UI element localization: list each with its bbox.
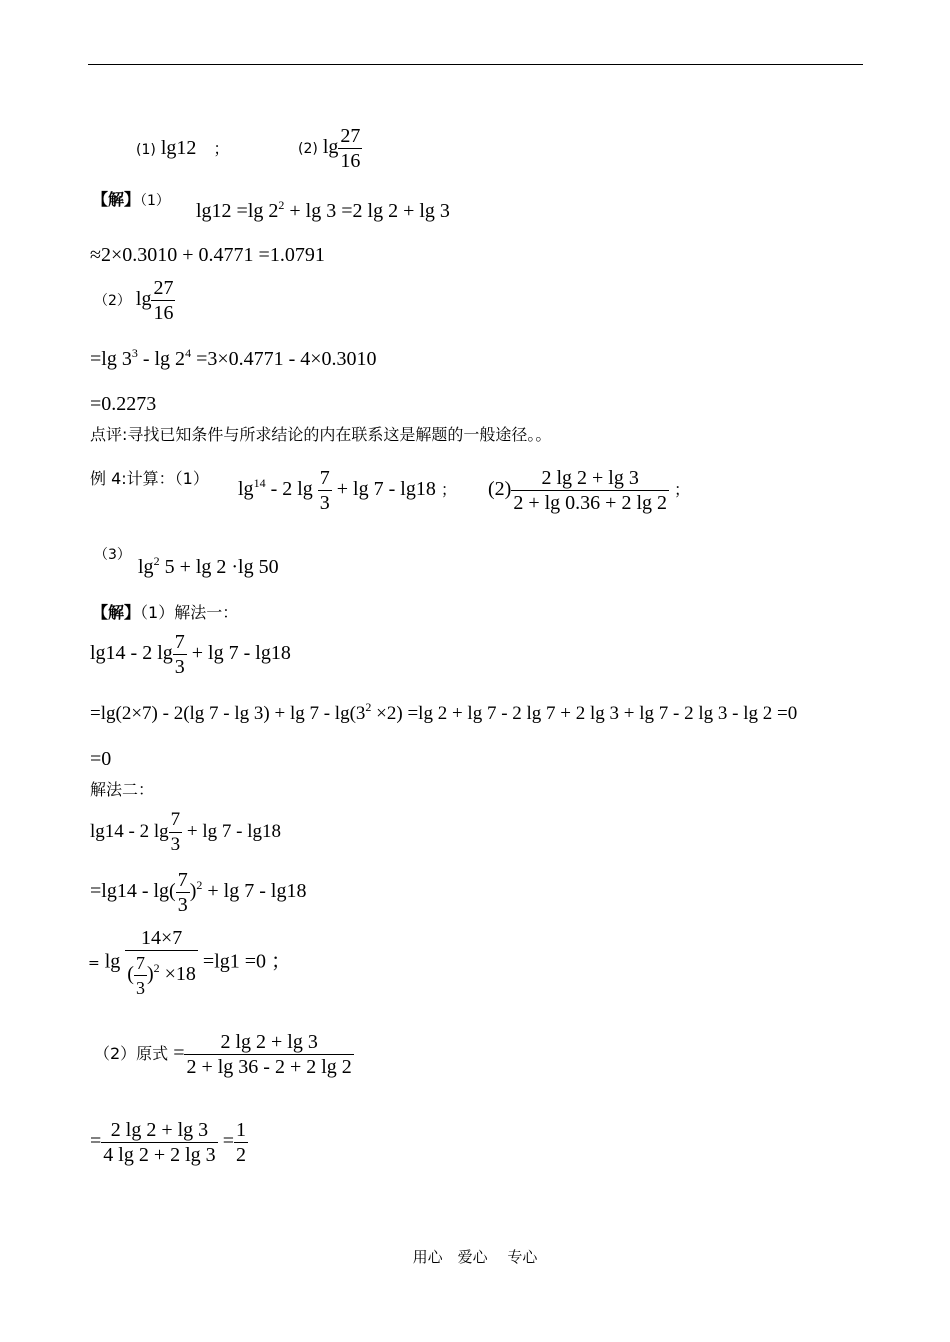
fraction: $\frac{7}{3}$ [177,869,188,916]
fraction: $\frac{7}{3}$ [319,467,330,514]
p1-expr: lg12 [160,137,197,159]
example-4-p3-label: （3） [94,547,131,563]
example-4-expr2: (2) $\frac{2 \lg 2 + \lg 3}{2 + \lg 0.36 + 2 \lg 2}$ ； [488,467,691,514]
solution-tag: 【解】（1） [92,190,170,209]
fraction: $\frac{27}{16}$ [153,277,174,324]
example-4-label: 例 4:计算：（1） [90,469,209,488]
fraction: $\frac{7}{3}$ [174,631,185,678]
sol4-line3: =0 [90,748,112,770]
fraction: $\frac{2 \lg 2 + \lg 3}{4 \lg 2 + 2 \lg 3}$ [103,1119,216,1166]
sol1-part2: （2） lg $\frac{27}{16}$ [94,277,174,324]
method-2-label: 解法二： [90,780,155,799]
sol1-line4: =0.2273 [90,393,157,415]
sol1-line3: =lg $3^3 - \lg 2^4 =3\times 0.4771 - 4\times 0.3010$ [90,346,377,370]
fraction: $\frac{2 \lg 2 + \lg 3}{2 + \lg 0.36 + 2 \lg 2}$ [513,467,667,514]
fraction: $\frac{1}{2}$ [235,1119,246,1166]
comment: 点评:寻找已知条件与所求结论的内在联系这是解题的一般途径。。 [90,425,552,444]
sol4-line1: lg14 - 2 lg $\frac{7}{3}$ + lg 7 - lg18 [90,631,291,678]
fraction: $\frac{2 \lg 2 + \lg 3}{2 + \lg 36 - 2 + 2 \lg 2}$ [186,1031,352,1078]
sol4-line4: lg14 - 2 lg $\frac{7}{3}$ + lg 7 - lg18 [90,809,281,855]
page-footer: 用心 爱心 专心 [412,1248,538,1266]
fraction: 14×7 ( $\frac{7}{3}$ )$^2$ ×18 [127,927,196,998]
sol4-line6: = lg 14×7 ( $\frac{7}{3}$ )$^2$ ×18 =lg1 =0 ； [88,927,292,998]
problem-parts: (1) lg12 ； [136,137,230,159]
example-4-expr1: $\lg^{14} - 2$ lg $\frac{7}{3}$ + lg 7 - lg18 ； [238,467,457,514]
sol4-part2-result: = $\frac{2 \lg 2 + \lg 3}{4 \lg 2 + 2 \lg 3}$ = $\frac{1}{2}$ [90,1119,246,1166]
sol4-line5: =lg14 - lg( $\frac{7}{3}$ )$^2$ + lg 7 - lg18 [90,869,307,916]
sol4-header: 【解】（1）解法一： [92,603,239,622]
sol1-line1: lg12 =lg $2^2 + \lg 3 =2$ lg 2 + lg 3 [196,198,450,222]
sol1-line2: ≈2×0.3010 + 0.4771 =1.0791 [90,244,325,266]
fraction: $\frac{27}{16}$ [340,125,361,172]
example-4-expr3: $\lg^2 5 + \lg 2 \cdot\lg$ 50 [138,554,279,578]
sol4-part2: （2）原式 = $\frac{2 \lg 2 + \lg 3}{2 + \lg 36 - 2 + 2 \lg 2}$ [94,1031,352,1078]
fraction: $\frac{7}{3}$ [170,809,181,855]
sol4-line2: =lg(2×7) - 2(lg $7 - \lg 3) + \lg 7 - \lg(3^2 \times 2) =\lg$ 2 + lg 7 - 2 lg 7 + 2 lg 3 + lg 7 - 2 lg 3 - lg 2 =0 [90,700,798,724]
header-rule [88,64,863,65]
problem-p2: (2) lg $\frac{27}{16}$ [298,125,361,172]
